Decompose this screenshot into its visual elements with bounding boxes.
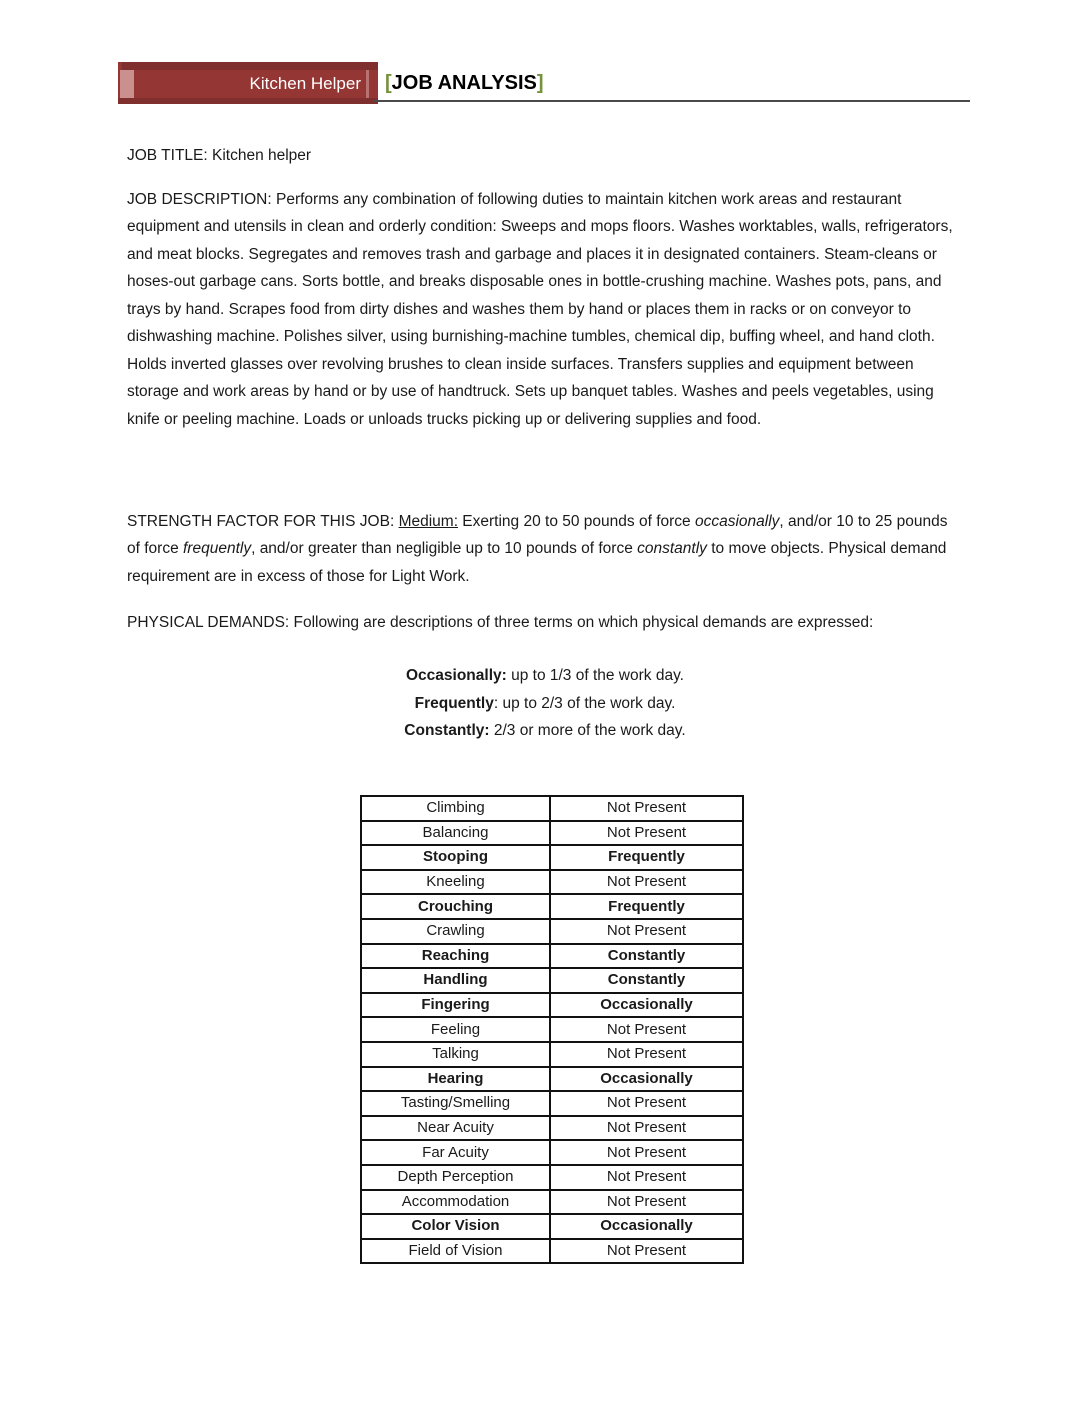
- frequency-cell: Not Present: [550, 1017, 743, 1042]
- document-type-text: JOB ANALYSIS: [391, 72, 537, 94]
- frequency-definition-occasionally: [127, 662, 963, 690]
- activity-cell: Climbing: [361, 796, 550, 821]
- frequency-cell: Frequently: [550, 845, 743, 870]
- activity-cell: Reaching: [361, 944, 550, 969]
- open-bracket: [: [385, 72, 392, 94]
- frequency-cell: Constantly: [550, 968, 743, 993]
- text-segment: , and/or 10 to 25 pounds of force: [127, 512, 948, 557]
- frequency-cell: Not Present: [550, 1140, 743, 1165]
- table-row: [361, 919, 743, 944]
- table-row: [361, 1042, 743, 1067]
- physical-demands-table-body: [361, 796, 743, 1263]
- activity-cell: Talking: [361, 1042, 550, 1067]
- activity-cell: Stooping: [361, 845, 550, 870]
- frequency-cell: Occasionally: [550, 1067, 743, 1092]
- table-row: [361, 796, 743, 821]
- activity-cell: Accommodation: [361, 1190, 550, 1215]
- job-description-paragraph: JOB DESCRIPTION: Performs any combination of following duties to maintain kitchen work areas and restaurant equipment and utensils in clean and orderly condition: Sweeps and mops floors. Washes worktables, walls, refrigerators, and meat blocks. Segregates and removes trash and garbage and places it in designated containers. Steam-cleans or hoses-out garbage cans. Sorts bottle, and breaks disposable ones in bottle-crushing machine. Washes pots, pans, and trays by hand. Scrapes food from dirty dishes and washes them by hand or places them in racks or on conveyor to dishwashing machine. Polishes silver, using burnishing-machine tumbles, chemical dip, buffing wheel, and hand cloth. Holds inverted glasses over revolving brushes to clean inside surfaces. Transfers supplies and equipment between storage and work areas by hand or by use of handtruck. Sets up banquet tables. Washes and peels vegetables, using knife or peeling machine. Loads or unloads trucks picking up or delivering supplies and food.: [127, 190, 953, 428]
- table-row: [361, 1190, 743, 1215]
- activity-cell: Field of Vision: [361, 1239, 550, 1264]
- text-segment: up to 1/3 of the work day.: [506, 667, 684, 684]
- close-bracket: ]: [536, 72, 544, 94]
- frequency-cell: Constantly: [550, 944, 743, 969]
- activity-cell: Fingering: [361, 993, 550, 1018]
- activity-cell: Color Vision: [361, 1214, 550, 1239]
- table-row: [361, 1214, 743, 1239]
- activity-cell: Near Acuity: [361, 1116, 550, 1141]
- header-divider-rule: [373, 100, 970, 102]
- frequency-definitions-block: [127, 662, 963, 745]
- frequency-cell: Frequently: [550, 894, 743, 919]
- banner-top-strip: [122, 62, 378, 70]
- activity-cell: Far Acuity: [361, 1140, 550, 1165]
- activity-cell: Crawling: [361, 919, 550, 944]
- header-red-banner: [118, 62, 378, 104]
- frequency-cell: Not Present: [550, 1190, 743, 1215]
- physical-demands-table: [360, 795, 744, 1264]
- table-row: [361, 993, 743, 1018]
- table-row: [361, 1067, 743, 1092]
- activity-cell: Crouching: [361, 894, 550, 919]
- frequency-cell: Not Present: [550, 919, 743, 944]
- document-type-title: [385, 72, 544, 95]
- frequency-cell: Not Present: [550, 1116, 743, 1141]
- text-segment: , and/or greater than negligible up to 10 pounds of force: [251, 540, 638, 557]
- table-row: [361, 1116, 743, 1141]
- text-segment: : up to 2/3 of the work day.: [493, 694, 676, 712]
- activity-cell: Kneeling: [361, 870, 550, 895]
- activity-cell: Depth Perception: [361, 1165, 550, 1190]
- job-title-paragraph: JOB TITLE: Kitchen helper: [127, 146, 312, 164]
- frequency-definition-frequently: [127, 690, 963, 718]
- banner-left-accent-stripe: [120, 70, 134, 98]
- text-segment: 2/3 or more of the work day.: [489, 722, 686, 739]
- activity-cell: Balancing: [361, 821, 550, 846]
- frequency-cell: Occasionally: [550, 993, 743, 1018]
- table-row: [361, 968, 743, 993]
- frequency-cell: Not Present: [550, 1091, 743, 1116]
- table-row: [361, 1017, 743, 1042]
- activity-cell: Hearing: [361, 1067, 550, 1092]
- text-segment: Constantly:: [404, 722, 490, 739]
- frequency-cell: Not Present: [550, 870, 743, 895]
- banner-bottom-strip: [118, 98, 378, 104]
- table-row: [361, 1091, 743, 1116]
- frequency-cell: Not Present: [550, 821, 743, 846]
- physical-demands-paragraph: PHYSICAL DEMANDS: Following are descriptions of three terms on which physical demands are expressed:: [127, 613, 874, 631]
- frequency-cell: Not Present: [550, 1239, 743, 1264]
- frequency-cell: Not Present: [550, 796, 743, 821]
- text-segment: occasionally: [694, 512, 780, 530]
- text-segment: STRENGTH FACTOR FOR THIS JOB:: [127, 512, 399, 530]
- strength-factor-paragraph: [127, 508, 963, 591]
- frequency-cell: Not Present: [550, 1165, 743, 1190]
- frequency-cell: Not Present: [550, 1042, 743, 1067]
- activity-cell: Tasting/Smelling: [361, 1091, 550, 1116]
- text-segment: frequently: [183, 540, 252, 557]
- activity-cell: Handling: [361, 968, 550, 993]
- text-segment: Medium:: [398, 512, 458, 530]
- table-row: [361, 870, 743, 895]
- text-segment: Frequently: [414, 694, 494, 712]
- table-row: [361, 821, 743, 846]
- banner-right-accent-stripe: [366, 70, 369, 98]
- table-row: [361, 894, 743, 919]
- table-row: [361, 1140, 743, 1165]
- frequency-cell: Occasionally: [550, 1214, 743, 1239]
- activity-cell: Feeling: [361, 1017, 550, 1042]
- text-segment: constantly: [637, 540, 707, 557]
- text-segment: Occasionally:: [405, 667, 507, 684]
- table-row: [361, 845, 743, 870]
- frequency-definition-constantly: [127, 717, 963, 745]
- table-row: [361, 1165, 743, 1190]
- banner-job-name: Kitchen Helper: [249, 74, 361, 93]
- text-segment: Exerting 20 to 50 pounds of force: [458, 512, 695, 530]
- text-segment: to move objects. Physical demand requirement are in excess of those for Light Work.: [127, 540, 947, 585]
- table-row: [361, 1239, 743, 1264]
- table-row: [361, 944, 743, 969]
